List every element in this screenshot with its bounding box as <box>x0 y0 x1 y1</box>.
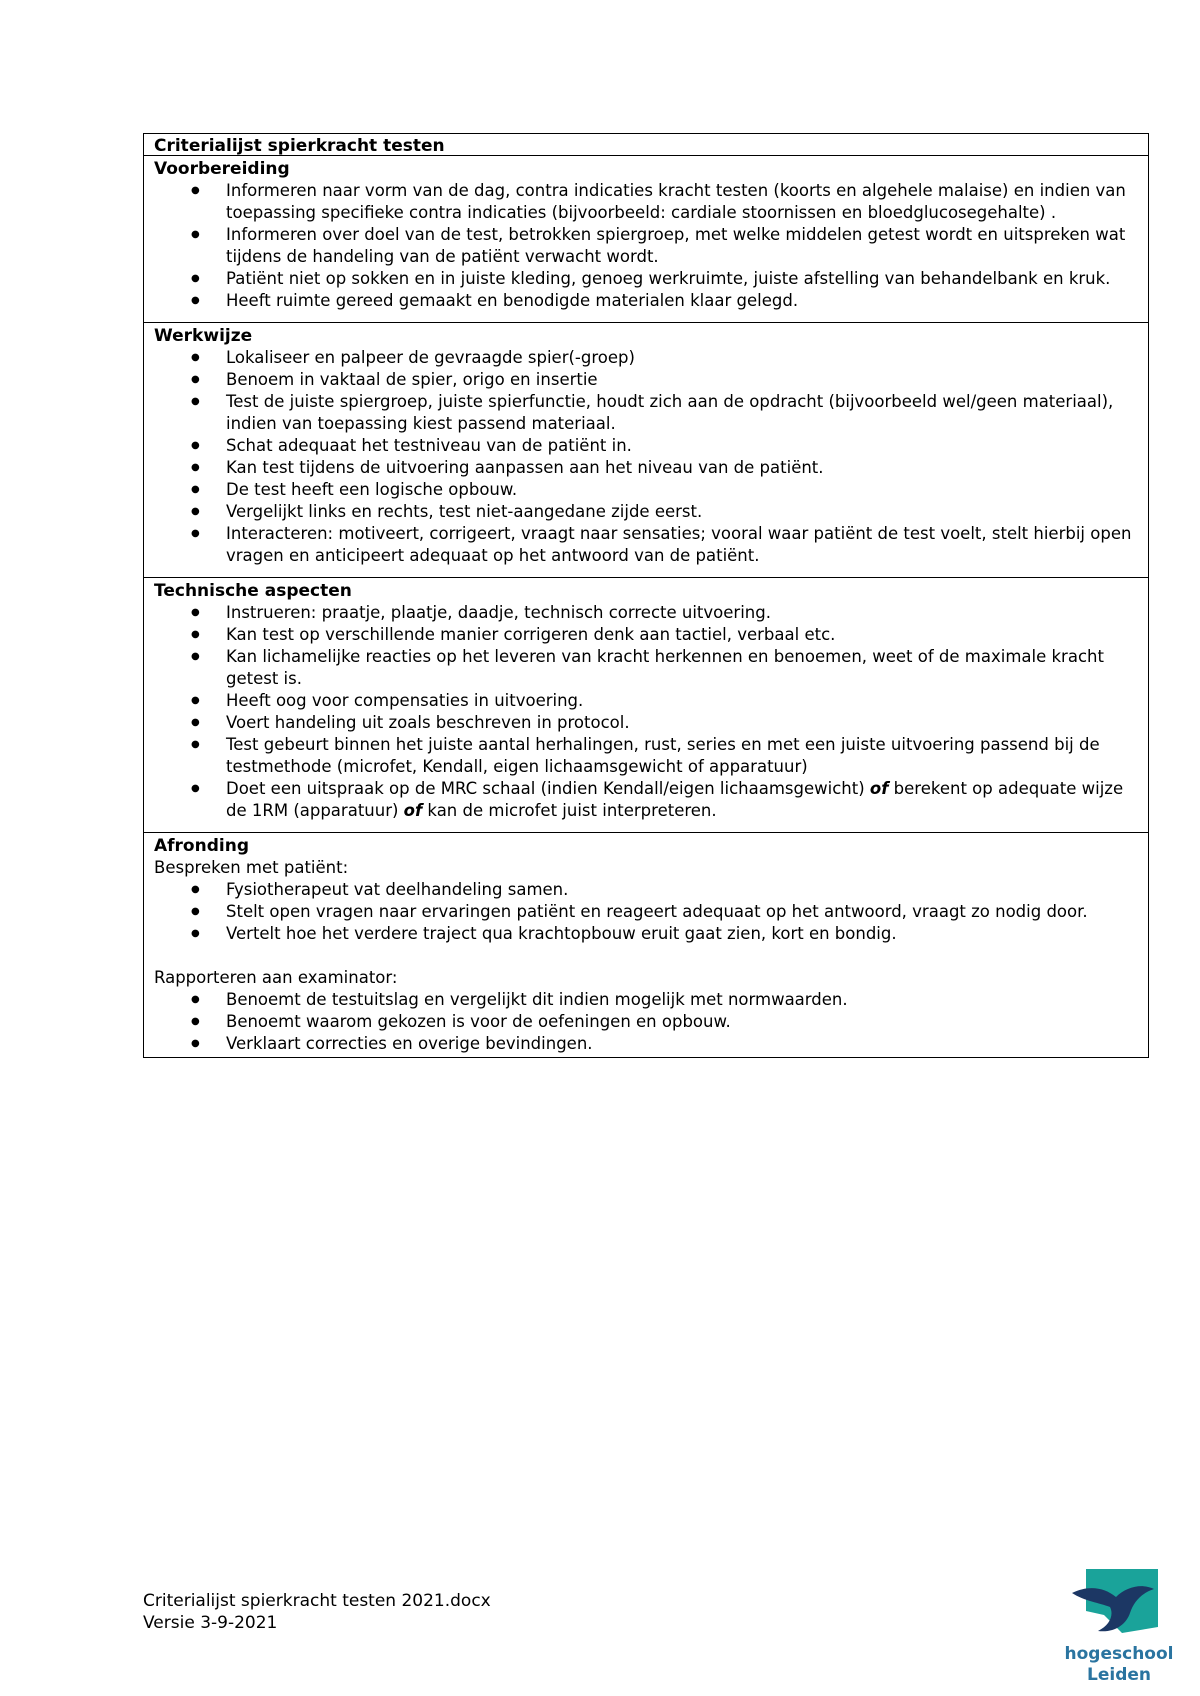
list-item: ● Kan lichamelijke reacties op het leveren van kracht herkennen en benoemen, weet of de maximale kracht getest is. <box>154 646 1138 690</box>
section-heading: Werkwijze <box>154 326 253 346</box>
list-item: ● Benoemt waarom gekozen is voor de oefeningen en opbouw. <box>154 1011 1138 1033</box>
list-item: ● Interacteren: motiveert, corrigeert, vraagt naar sensaties; vooral waar patiënt de test voelt, stelt hierbij open vragen en anticipeert adequaat op het antwoord van de patiënt. <box>154 523 1138 567</box>
mrc-text-1: Doet een uitspraak op de MRC schaal (indien Kendall/eigen lichaamsgewicht) <box>226 779 870 798</box>
spacer <box>154 945 1138 967</box>
list-item: ● Schat adequaat het testniveau van de patiënt in. <box>154 435 1138 457</box>
section-afronding <box>144 833 1148 1057</box>
logo-text-hogeschool: hogeschool <box>1064 1644 1174 1664</box>
list-item: ● Instrueren: praatje, plaatje, daadje, technisch correcte uitvoering. <box>154 602 1138 624</box>
criteria-table <box>143 133 1149 1058</box>
bullet-list <box>154 879 1138 945</box>
list-item: ● Heeft ruimte gereed gemaakt en benodigde materialen klaar gelegd. <box>154 290 1138 312</box>
list-item: ● Voert handeling uit zoals beschreven in protocol. <box>154 712 1138 734</box>
list-item: ● Kan test op verschillende manier corrigeren denk aan tactiel, verbaal etc. <box>154 624 1138 646</box>
list-item: ● Lokaliseer en palpeer de gevraagde spier(-groep) <box>154 347 1138 369</box>
list-item-mrc <box>154 778 1138 822</box>
mrc-text-3: kan de microfet juist interpreteren. <box>422 801 717 820</box>
list-item: ● Test de juiste spiergroep, juiste spierfunctie, houdt zich aan de opdracht (bijvoorbeeld wel/geen materiaal), indien van toepassing kiest passend materiaal. <box>154 391 1138 435</box>
section-heading: Technische aspecten <box>154 581 352 601</box>
list-item: ● Benoemt de testuitslag en vergelijkt dit indien mogelijk met normwaarden. <box>154 989 1138 1011</box>
section-voorbereiding <box>144 156 1148 323</box>
list-item: ● Vertelt hoe het verdere traject qua krachtopbouw eruit gaat zien, kort en bondig. <box>154 923 1138 945</box>
table-title: Criterialijst spierkracht testen <box>144 134 1148 156</box>
mrc-text-2: berekent op adequate wijze de 1RM (apparatuur) <box>226 779 1124 820</box>
list-item: ● Stelt open vragen naar ervaringen patiënt en reageert adequaat op het antwoord, vraagt zo nodig door. <box>154 901 1138 923</box>
section-werkwijze <box>144 323 1148 578</box>
list-item: ● Patiënt niet op sokken en in juiste kleding, genoeg werkruimte, juiste afstelling van behandelbank en kruk. <box>154 268 1138 290</box>
list-item: ● Fysiotherapeut vat deelhandeling samen. <box>154 879 1138 901</box>
list-item: ● Test gebeurt binnen het juiste aantal herhalingen, rust, series en met een juiste uitvoering passend bij de testmethode (microfet, Kendall, eigen lichaamsgewicht of apparatuur) <box>154 734 1138 778</box>
page-footer <box>143 1590 491 1634</box>
bullet-list <box>154 602 1138 822</box>
bullet-list <box>154 347 1138 567</box>
subsection-intro: Rapporteren aan examinator: <box>154 968 398 987</box>
hogeschool-leiden-logo <box>1064 1567 1174 1687</box>
list-item: ● De test heeft een logische opbouw. <box>154 479 1138 501</box>
list-item: ● Informeren naar vorm van de dag, contra indicaties kracht testen (koorts en algehele malaise) en indien van toepassing specifieke contra indicaties (bijvoorbeeld: cardiale stoornissen en bloedglucosegehalte) . <box>154 180 1138 224</box>
list-item: ● Vergelijkt links en rechts, test niet-aangedane zijde eerst. <box>154 501 1138 523</box>
list-item: ● Benoem in vaktaal de spier, origo en insertie <box>154 369 1138 391</box>
bullet-list <box>154 180 1138 312</box>
footer-filename: Criterialijst spierkracht testen 2021.docx <box>143 1591 491 1611</box>
subsection-intro: Bespreken met patiënt: <box>154 858 349 877</box>
logo-text-leiden: Leiden <box>1087 1665 1151 1685</box>
list-item: ● Informeren over doel van de test, betrokken spiergroep, met welke middelen getest wordt en uitspreken wat tijdens de handeling van de patiënt verwacht wordt. <box>154 224 1138 268</box>
bullet-list <box>154 989 1138 1055</box>
list-item: ● Heeft oog voor compensaties in uitvoering. <box>154 690 1138 712</box>
footer-version: Versie 3-9-2021 <box>143 1613 278 1633</box>
section-technische-aspecten <box>144 578 1148 833</box>
mrc-of-1: of <box>869 779 889 798</box>
list-item: ● Kan test tijdens de uitvoering aanpassen aan het niveau van de patiënt. <box>154 457 1138 479</box>
section-heading: Voorbereiding <box>154 159 290 179</box>
mrc-of-2: of <box>403 801 423 820</box>
list-item: ● Verklaart correcties en overige bevindingen. <box>154 1033 1138 1055</box>
section-heading: Afronding <box>154 836 249 856</box>
